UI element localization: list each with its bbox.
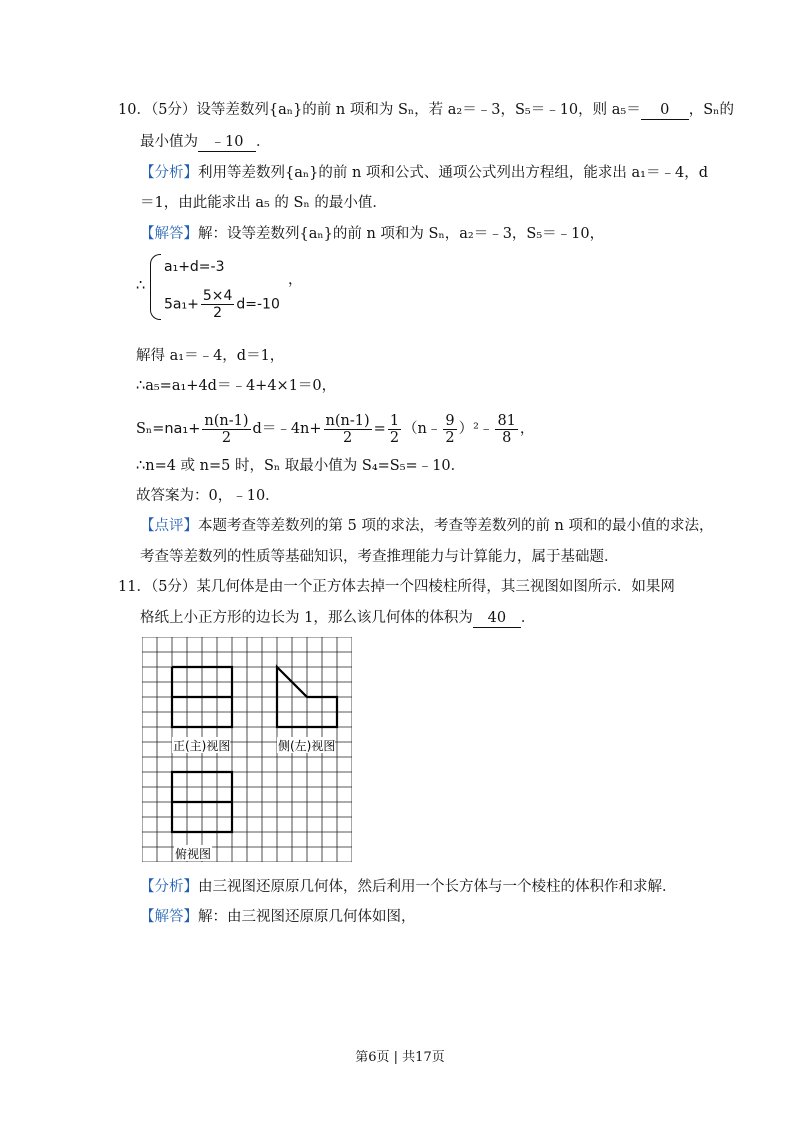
fraction-num: 9	[445, 412, 455, 429]
q11-solution	[140, 907, 416, 927]
eq2-left: 5a₁+	[164, 296, 199, 313]
solution-tag: 【解答】	[140, 226, 198, 242]
equation-brace	[150, 254, 161, 320]
comment-tag: 【点评】	[140, 518, 198, 534]
q11-answer: 40	[473, 609, 521, 628]
q10-min-label: 最小值为	[140, 134, 198, 150]
fraction-num: 81	[497, 412, 516, 429]
page-footer: 第6页 | 共17页	[355, 1050, 445, 1065]
therefore-symbol: ∴	[136, 278, 146, 294]
solution-text: 解：由三视图还原原几何体如图，	[198, 909, 416, 925]
q10-analysis-1	[140, 163, 708, 183]
solution-text: 解：设等差数列{aₙ}的前 n 项和为 Sₙ，a₂＝﹣3，S₅＝﹣10，	[198, 226, 605, 242]
three-view-grid-figure	[142, 637, 352, 862]
a5-line: ∴a₅=a₁+4d＝﹣4+4×1＝0，	[136, 378, 337, 394]
system-comma: ，	[288, 272, 303, 288]
sn-fraction-1	[202, 413, 250, 446]
sn-left: Sₙ=	[136, 421, 165, 437]
q10-analysis-2: ＝1，由此能求出 a₅ 的 Sₙ 的最小值．	[140, 195, 387, 211]
sn-square: ）²﹣	[458, 421, 494, 437]
analysis-tag: 【分析】	[140, 165, 198, 181]
q10-stem: 10．（5分）设等差数列{aₙ}的前 n 项和为 Sₙ，若 a₂＝﹣3，S₅＝﹣10，则 a₅＝	[118, 102, 641, 118]
fraction-num: 5×4	[202, 288, 233, 304]
fraction-den: 2	[445, 429, 455, 446]
fraction-5x4-over-2	[201, 288, 235, 321]
fraction-den: 2	[389, 429, 400, 446]
sn-expression	[136, 411, 534, 447]
q10-solution-1	[140, 224, 604, 244]
front-view-label: 正(主)视图	[173, 739, 231, 753]
sn-mid: d＝﹣4n+	[252, 421, 322, 437]
min-value-line: ∴n=4 或 n=5 时，Sₙ 取最小值为 S₄=S₅=﹣10．	[136, 458, 466, 474]
sn-fraction-3	[388, 413, 401, 446]
top-view-label: 俯视图	[175, 847, 212, 861]
fraction-num: 1	[389, 412, 400, 429]
fraction-den: 2	[213, 305, 223, 321]
solve-line: 解得 a₁＝﹣4，d＝1，	[136, 348, 285, 364]
fraction-den: 2	[221, 429, 232, 446]
q11-line1: 11．（5分）某几何体是由一个正方体去掉一个四棱柱所得，其三视图如图所示．如果网	[118, 579, 675, 595]
q10-line2	[140, 132, 271, 152]
eq2-right: d=-10	[236, 296, 280, 313]
sn-equals: =	[373, 421, 386, 437]
sn-fraction-5	[495, 413, 517, 446]
answer-line: 故答案为：0，﹣10．	[136, 488, 280, 504]
equation-1: a₁+d=-3	[164, 259, 225, 275]
q11-line2	[140, 608, 535, 628]
equation-2	[164, 288, 280, 321]
q10-line1	[118, 100, 734, 120]
fraction-den: 8	[502, 429, 512, 446]
analysis-text: 由三视图还原原几何体，然后利用一个长方体与一个棱柱的体积作和求解．	[198, 879, 677, 895]
comment-text: 本题考查等差数列的第 5 项的求法，考查等差数列的前 n 项和的最小值的求法，	[198, 518, 714, 534]
sn-fraction-2	[324, 413, 372, 446]
analysis-tag: 【分析】	[140, 879, 198, 895]
q10-stem-tail: ，Sₙ的	[688, 102, 734, 118]
sn-fraction-4	[443, 413, 456, 446]
fraction-num: n(n-1)	[325, 412, 370, 429]
solution-tag: 【解答】	[140, 909, 198, 925]
q10-answer2: ﹣10	[198, 133, 256, 152]
q11-analysis	[140, 877, 677, 897]
fraction-num: n(n-1)	[204, 412, 249, 429]
q10-comment-2: 考查等差数列的性质等基础知识，考查推理能力与计算能力，属于基础题．	[140, 549, 619, 565]
sn-end: ，	[519, 421, 535, 437]
q10-comment-1	[140, 516, 714, 536]
q10-answer1: 0	[641, 101, 689, 120]
sn-paren: （n﹣	[403, 421, 442, 437]
q11-stem: 格纸上小正方形的边长为 1，那么该几何体的体积为	[140, 610, 473, 626]
q10-period: ．	[256, 134, 271, 150]
side-view-label: 侧(左)视图	[278, 739, 336, 753]
q11-period: ．	[520, 610, 536, 626]
analysis-text: 利用等差数列{aₙ}的前 n 项和公式、通项公式列出方程组，能求出 a₁＝﹣4，d	[198, 165, 708, 181]
sn-na1: na₁+	[164, 421, 201, 437]
fraction-den: 2	[342, 429, 353, 446]
